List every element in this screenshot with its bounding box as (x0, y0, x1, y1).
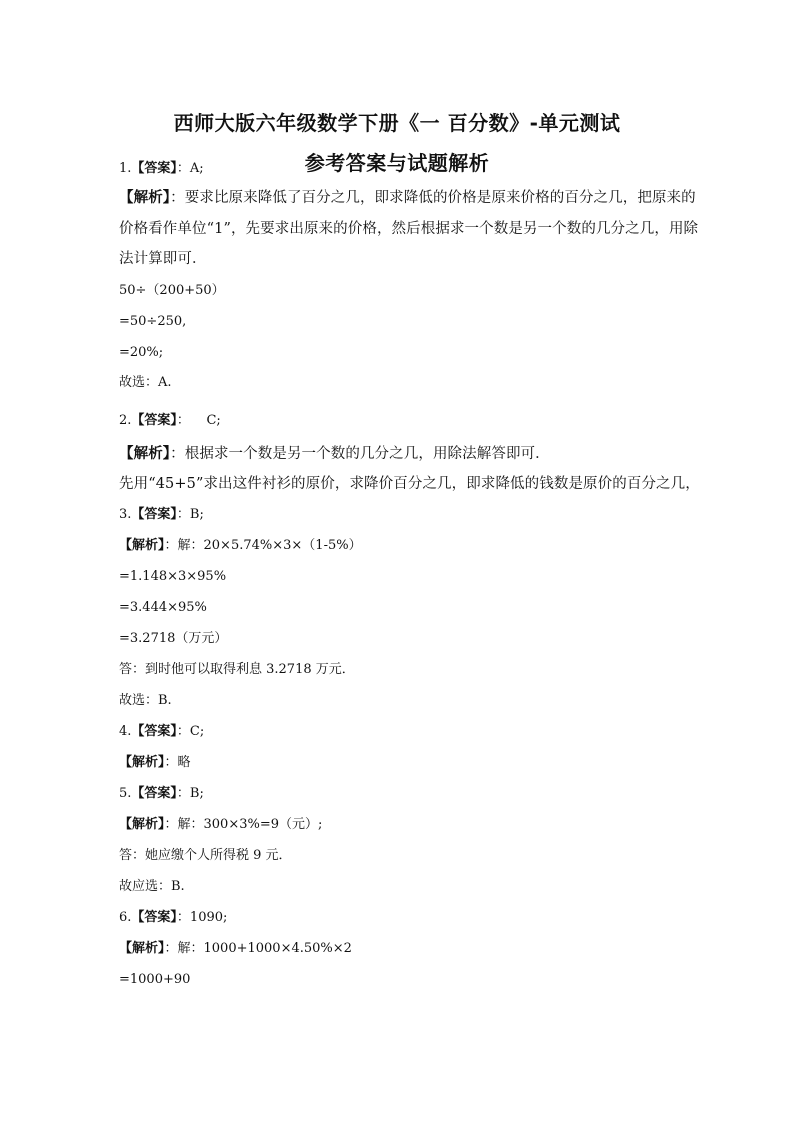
q3-analysis-line (119, 537, 362, 555)
question-number: 5. (119, 786, 132, 801)
answer-value: ：A; (176, 161, 204, 176)
q1-analysis-line (119, 189, 696, 207)
q1-analysis-line: =20%; (119, 345, 164, 360)
answer-tag: 【答案】 (131, 724, 177, 739)
analysis-tag: 【解析】 (119, 190, 171, 206)
q1-analysis-line: 价格看作单位“1”，先要求出原来的价格，然后根据求一个数是另一个数的几分之几，用除 (119, 221, 699, 237)
answer-tag: 【答案】 (131, 507, 177, 522)
analysis-text: ：要求比原来降低了百分之几，即求降低的价格是原来价格的百分之几，把原来的 (170, 190, 696, 206)
analysis-tag: 【解析】 (119, 538, 165, 553)
answer-value: ：1090; (176, 910, 228, 925)
analysis-tag: 【解析】 (119, 446, 171, 462)
q1-analysis-line: 故选：A. (119, 375, 172, 390)
q1-analysis-line: 法计算即可． (119, 251, 207, 267)
analysis-tag: 【解析】 (119, 817, 165, 832)
answer-tag: 【答案】 (131, 910, 177, 925)
q6-answer (119, 909, 227, 927)
q2-analysis-line (119, 445, 550, 463)
q2-analysis-line: 先用“45+5”求出这件衬衫的原价，求降价百分之几，即求降低的钱数是原价的百分之几， (119, 476, 700, 492)
analysis-text: ：解：20×5.74%×3×（1-5%） (164, 538, 362, 553)
q6-analysis-line (119, 940, 352, 958)
q3-analysis-line: =3.444×95% (119, 600, 207, 615)
question-number: 2. (119, 413, 132, 428)
answer-tag: 【答案】 (131, 413, 177, 428)
q3-answer (119, 506, 204, 524)
q1-analysis-line: =50÷250, (119, 314, 187, 329)
q1-answer (119, 160, 204, 178)
question-number: 6. (119, 910, 132, 925)
q4-analysis-line (119, 754, 191, 772)
analysis-tag: 【解析】 (119, 755, 165, 770)
analysis-tag: 【解析】 (119, 941, 165, 956)
question-number: 4. (119, 724, 132, 739)
q5-analysis-line: 答：她应缴个人所得税 9 元． (119, 848, 292, 863)
answer-value: ：B; (176, 507, 204, 522)
answer-tag: 【答案】 (131, 786, 177, 801)
q4-answer (119, 723, 204, 741)
page-title: 西师大版六年级数学下册《一 百分数》-单元测试 (173, 111, 621, 135)
q3-analysis-line: =3.2718（万元） (119, 631, 228, 646)
q2-answer (119, 412, 221, 430)
analysis-text: ：解：300×3%=9（元）; (164, 817, 323, 832)
analysis-text: ：根据求一个数是另一个数的几分之几，用除法解答即可． (170, 446, 550, 462)
answer-value: ： C; (176, 413, 221, 428)
question-number: 1. (119, 161, 132, 176)
q5-answer (119, 785, 204, 803)
answer-tag: 【答案】 (131, 161, 177, 176)
question-number: 3. (119, 507, 132, 522)
answer-value: ：B; (176, 786, 204, 801)
q3-analysis-line: 故选：B. (119, 693, 172, 708)
page-subtitle: 参考答案与试题解析 (304, 151, 490, 175)
q1-analysis-line: 50÷（200+50） (119, 283, 225, 298)
q6-analysis-line: =1000+90 (119, 972, 191, 987)
analysis-text: ：略 (164, 755, 191, 770)
q5-analysis-line: 故应选：B. (119, 879, 185, 894)
answer-value: ：C; (176, 724, 205, 739)
q3-analysis-line: 答：到时他可以取得利息 3.2718 万元． (119, 662, 355, 677)
analysis-text: ：解：1000+1000×4.50%×2 (164, 941, 352, 956)
q3-analysis-line: =1.148×3×95% (119, 569, 227, 584)
q5-analysis-line (119, 816, 322, 834)
